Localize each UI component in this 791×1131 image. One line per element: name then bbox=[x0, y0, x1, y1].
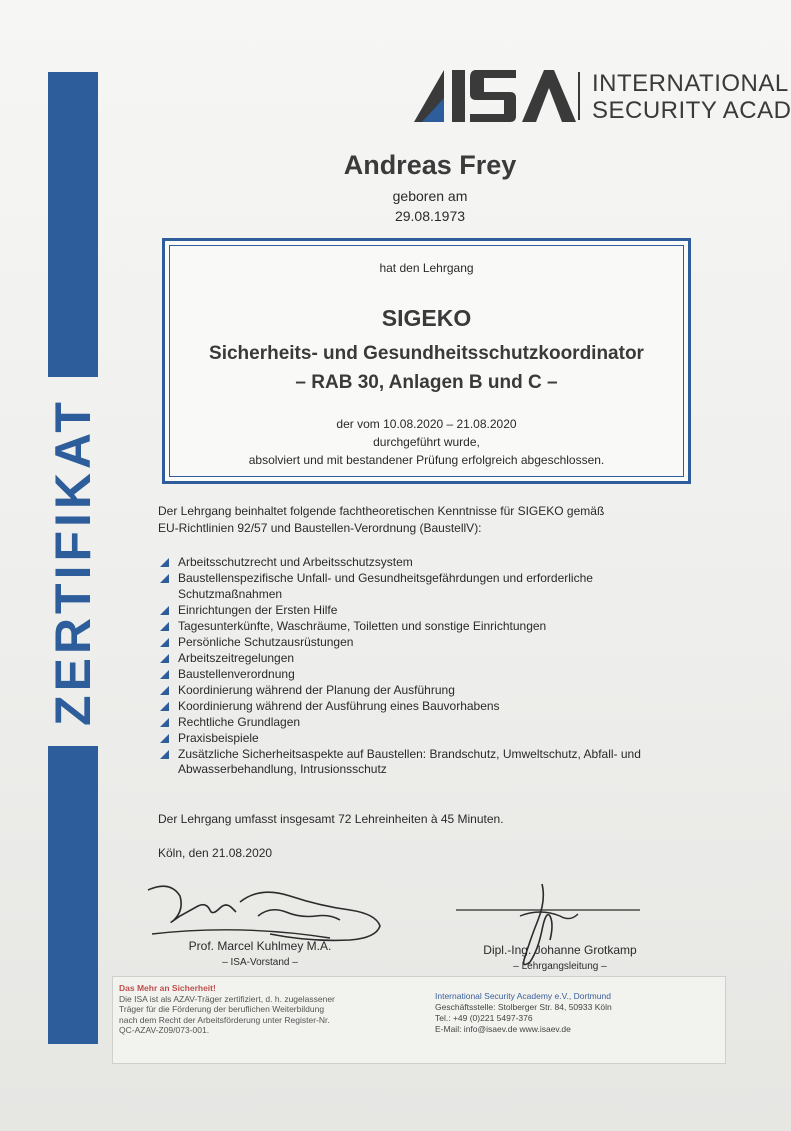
logo-divider bbox=[578, 72, 580, 120]
topic-item bbox=[158, 699, 658, 715]
azav-line: QC-AZAV-Z09/073-001. bbox=[119, 1025, 210, 1035]
topic-text: Einrichtungen der Ersten Hilfe bbox=[178, 602, 338, 617]
footer-info-box bbox=[112, 976, 726, 1064]
isa-logo-mark bbox=[412, 68, 572, 124]
born-label: geboren am bbox=[392, 188, 468, 204]
triangle-bullet-icon bbox=[160, 670, 169, 679]
topic-item bbox=[158, 651, 658, 667]
topic-text: Persönliche Schutzausrüstungen bbox=[178, 634, 354, 649]
azav-heading: Das Mehr an Sicherheit! bbox=[119, 983, 216, 993]
logo-line-2: SECURITY ACAD bbox=[592, 97, 791, 124]
topic-text: Rechtliche Grundlagen bbox=[178, 714, 301, 729]
topic-text: Zusätzliche Sicherheitsaspekte auf Baustellen: Brandschutz, Umweltschutz, Abfall- und Abwasserbehandlung, Intrusionsschutz bbox=[178, 746, 641, 776]
triangle-bullet-icon bbox=[160, 638, 169, 647]
triangle-bullet-icon bbox=[160, 654, 169, 663]
azav-line: nach dem Recht der Arbeitsförderung unter Register-Nr. bbox=[119, 1014, 330, 1025]
azav-line: Träger für die Förderung der beruflichen Weiterbildung bbox=[119, 1004, 325, 1014]
triangle-bullet-icon bbox=[160, 750, 169, 759]
topic-item bbox=[158, 555, 658, 571]
topic-item bbox=[158, 667, 658, 683]
topic-text: Koordinierung während der Ausführung eines Bauvorhabens bbox=[178, 698, 500, 713]
content-intro-line-2: EU-Richtlinien 92/57 und Baustellen-Verordnung (BaustellV): bbox=[158, 521, 482, 535]
course-code: SIGEKO bbox=[381, 305, 472, 331]
contact-email-web: E-Mail: info@isaev.de www.isaev.de bbox=[435, 1024, 571, 1034]
course-dates: der vom 10.08.2020 – 21.08.2020 bbox=[336, 417, 517, 431]
topic-item bbox=[158, 635, 658, 651]
born-date: 29.08.1973 bbox=[394, 208, 466, 224]
contact-info bbox=[435, 991, 725, 1035]
topic-item bbox=[158, 571, 658, 602]
course-hours: Der Lehrgang umfasst insgesamt 72 Lehreinheiten à 45 Minuten. bbox=[158, 812, 504, 826]
topic-text: Praxisbeispiele bbox=[178, 730, 259, 745]
course-title: Sicherheits- und Gesundheitsschutzkoordinator bbox=[209, 343, 644, 364]
topic-item bbox=[158, 603, 658, 619]
content-intro-line-1: Der Lehrgang beinhaltet folgende fachtheoretischen Kenntnisse für SIGEKO gemäß bbox=[158, 504, 605, 518]
topic-item bbox=[158, 683, 658, 699]
topic-item bbox=[158, 715, 658, 731]
triangle-bullet-icon bbox=[160, 606, 169, 615]
triangle-bullet-icon bbox=[160, 702, 169, 711]
topic-item bbox=[158, 619, 658, 635]
contact-address: Geschäftsstelle: Stolberger Str. 84, 50933 Köln bbox=[435, 1002, 612, 1012]
course-subtitle: – RAB 30, Anlagen B und C – bbox=[295, 372, 558, 393]
azav-line: Die ISA ist als AZAV-Träger zertifiziert, d. h. zugelassener bbox=[119, 993, 335, 1004]
side-title: ZERTIFIKAT bbox=[45, 398, 101, 726]
signer-1-name: Prof. Marcel Kuhlmey M.A. bbox=[188, 939, 332, 953]
triangle-bullet-icon bbox=[160, 622, 169, 631]
topic-list bbox=[158, 555, 658, 778]
contact-heading: International Security Academy e.V., Dortmund bbox=[435, 991, 611, 1001]
topic-text: Baustellenverordnung bbox=[178, 666, 295, 681]
contact-phone: Tel.: +49 (0)221 5497-376 bbox=[435, 1013, 533, 1023]
triangle-bullet-icon bbox=[160, 558, 169, 567]
course-box bbox=[162, 238, 691, 484]
recipient-name: Andreas Frey bbox=[343, 150, 517, 180]
azav-info bbox=[119, 983, 419, 1036]
topic-item bbox=[158, 731, 658, 747]
triangle-bullet-icon bbox=[160, 734, 169, 743]
logo-line-1: INTERNATIONAL bbox=[592, 70, 789, 97]
signer-2-role: – Lehrgangsleitung – bbox=[513, 961, 607, 972]
isa-logo bbox=[412, 68, 791, 126]
signer-1-role: – ISA-Vorstand – bbox=[222, 957, 298, 968]
topic-text: Baustellenspezifische Unfall- und Gesundheitsgefährdungen und erforderliche Schutzmaßnahmen bbox=[178, 571, 593, 601]
triangle-bullet-icon bbox=[160, 574, 169, 583]
topic-item bbox=[158, 747, 658, 778]
triangle-bullet-icon bbox=[160, 718, 169, 727]
triangle-bullet-icon bbox=[160, 686, 169, 695]
side-band-top bbox=[48, 72, 98, 377]
topic-text: Arbeitsschutzrecht und Arbeitsschutzsystem bbox=[178, 555, 413, 569]
topic-text: Tagesunterkünfte, Waschräume, Toiletten und sonstige Einrichtungen bbox=[178, 618, 547, 633]
side-band-bottom bbox=[48, 746, 98, 1044]
course-intro: hat den Lehrgang bbox=[379, 261, 474, 275]
place-date: Köln, den 21.08.2020 bbox=[158, 846, 273, 860]
signature-kuhlmey bbox=[140, 876, 390, 946]
course-conducted: durchgeführt wurde, bbox=[373, 435, 480, 449]
topic-text: Arbeitszeitregelungen bbox=[178, 650, 295, 665]
course-completed: absolviert und mit bestandener Prüfung erfolgreich abgeschlossen. bbox=[248, 453, 605, 467]
signer-2-name: Dipl.-Ing. Johanne Grotkamp bbox=[483, 943, 637, 957]
topic-text: Koordinierung während der Planung der Ausführung bbox=[178, 682, 455, 697]
